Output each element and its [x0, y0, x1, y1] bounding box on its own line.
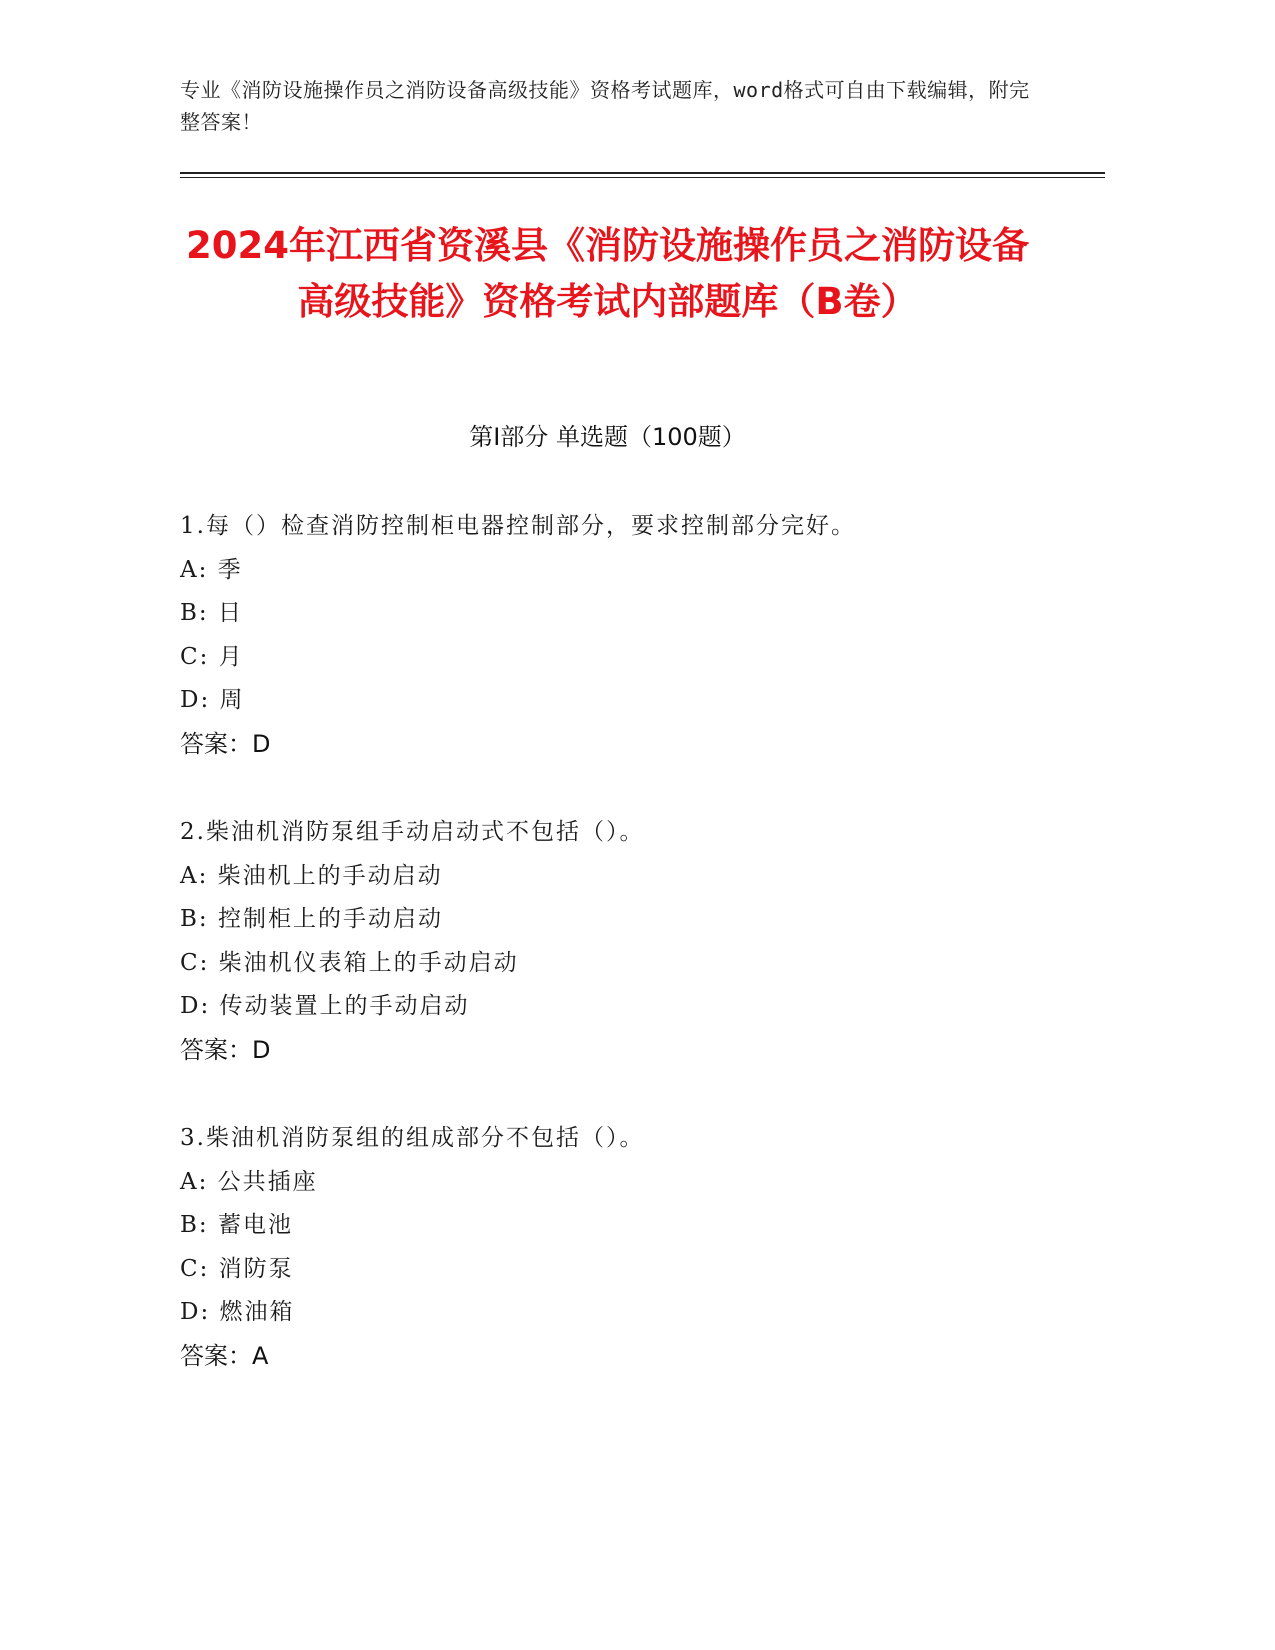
option-a: A: 季 — [180, 556, 243, 583]
question-item — [180, 1117, 1105, 1378]
option-c: C: 月 — [180, 643, 244, 670]
question-item — [180, 811, 1105, 1072]
answer-line: 答案：D — [180, 1035, 271, 1064]
option-b: B: 日 — [180, 600, 243, 626]
option-d: D: 周 — [180, 687, 245, 713]
option-b: B: 控制柜上的手动启动 — [180, 906, 443, 932]
question-stem: 3.柴油机消防泵组的组成部分不包括（）。 — [180, 1125, 645, 1151]
option-a: A: 柴油机上的手动启动 — [180, 862, 443, 889]
header-divider-thick — [180, 172, 1105, 174]
option-c: C: 消防泵 — [180, 1255, 294, 1282]
answer-line: 答案：D — [180, 729, 271, 758]
option-b: B: 蓄电池 — [180, 1212, 293, 1238]
question-stem: 1.每（）检查消防控制柜电器控制部分，要求控制部分完好。 — [180, 513, 856, 539]
document-title: 2024年江西省资溪县《消防设施操作员之消防设备高级技能》资格考试内部题库（B卷） — [186, 224, 1029, 323]
header-divider-thin — [180, 177, 1105, 178]
question-spacer — [180, 766, 1105, 811]
question-stem: 2.柴油机消防泵组手动启动式不包括（）。 — [180, 819, 645, 845]
answer-line: 答案：A — [180, 1341, 269, 1370]
option-d: D: 燃油箱 — [180, 1299, 295, 1325]
section-heading: 第Ⅰ部分 单选题（100题） — [469, 423, 746, 451]
header-note: 专业《消防设施操作员之消防设备高级技能》资格考试题库，word格式可自由下载编辑，附完整答案！ — [180, 78, 1030, 134]
option-a: A: 公共插座 — [180, 1168, 318, 1195]
question-spacer — [180, 1072, 1105, 1117]
option-d: D: 传动装置上的手动启动 — [180, 993, 470, 1019]
question-list — [180, 505, 1105, 1378]
question-item — [180, 505, 1105, 766]
option-c: C: 柴油机仪表箱上的手动启动 — [180, 949, 519, 976]
